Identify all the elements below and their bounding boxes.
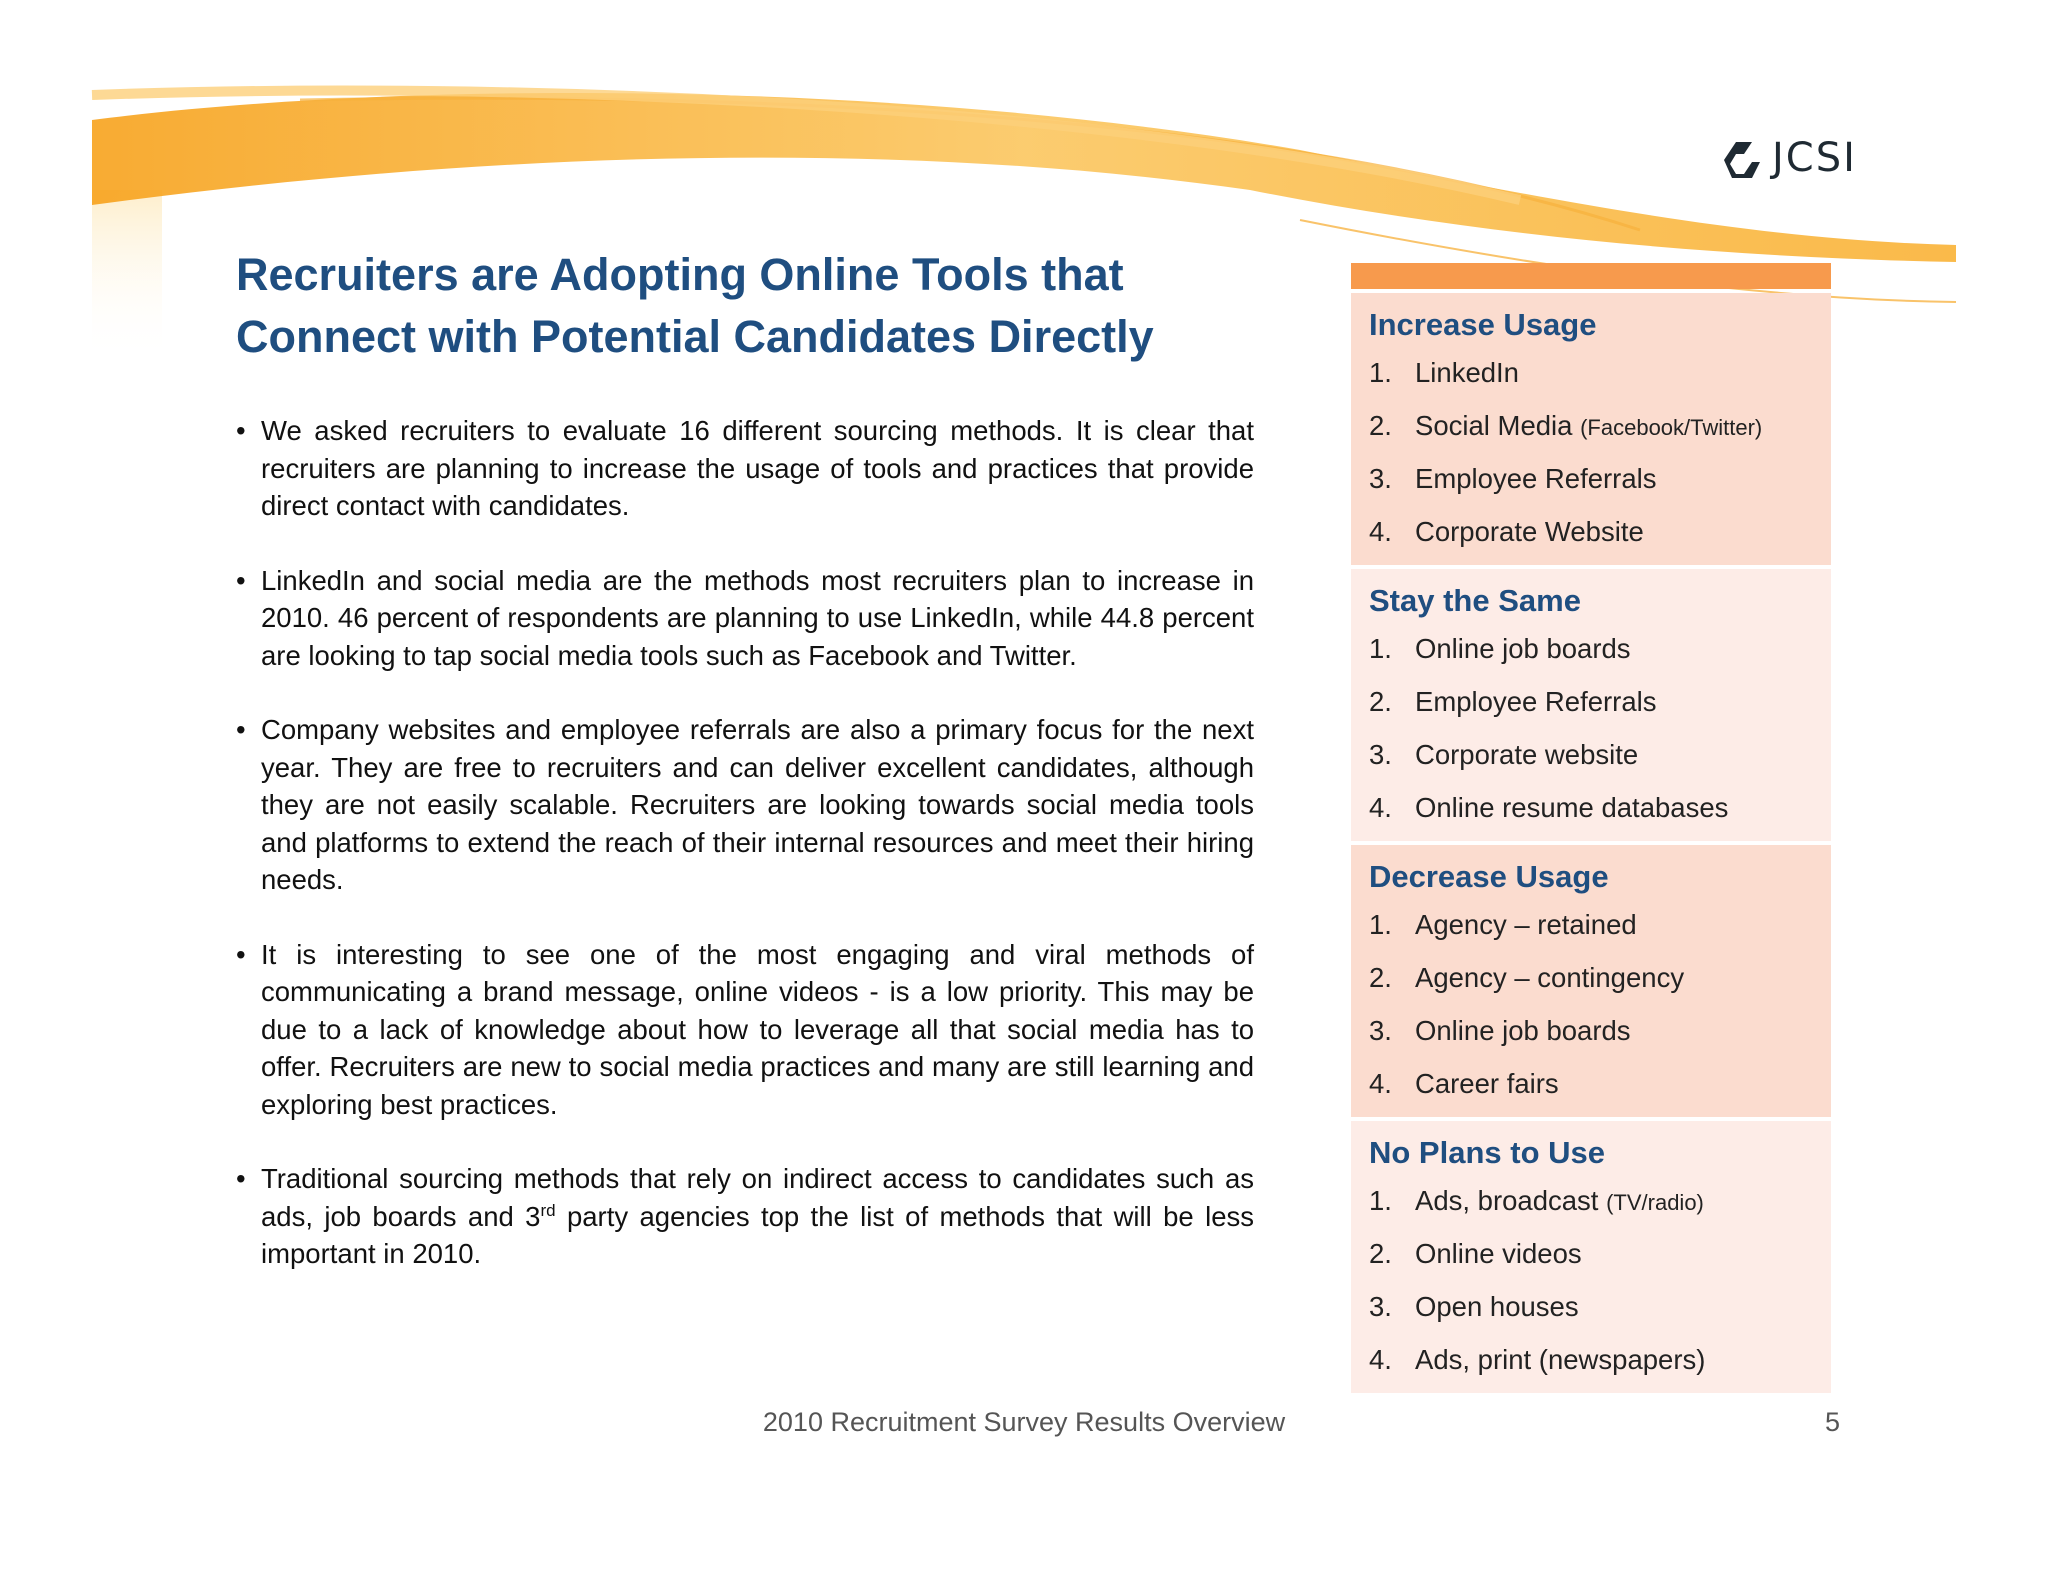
item-label — [1415, 406, 1762, 459]
section-decrease-usage — [1351, 845, 1831, 1117]
item-text: Online job boards — [1415, 633, 1631, 664]
item-text: Ads, broadcast — [1415, 1185, 1607, 1216]
list-item — [1369, 459, 1831, 512]
title-line-1: Recruiters are Adopting Online Tools that — [236, 249, 1124, 300]
list-item — [1369, 1011, 1831, 1064]
bullet-item — [236, 1160, 1254, 1273]
superscript: rd — [540, 1200, 556, 1220]
section-title: Increase Usage — [1369, 307, 1597, 342]
bullet-text: Traditional sourcing methods that rely on indirect access to candidates such as ads, job boards and 3 — [261, 1163, 1254, 1232]
item-number: 3. — [1369, 739, 1392, 770]
list-item — [1369, 958, 1831, 1011]
item-number: 3. — [1369, 463, 1392, 494]
item-text: Employee Referrals — [1415, 463, 1657, 494]
item-text: Career fairs — [1415, 1068, 1559, 1099]
item-label — [1415, 353, 1519, 406]
item-text: Online job boards — [1415, 1015, 1631, 1046]
item-number: 4. — [1369, 792, 1392, 823]
item-note: (Facebook/Twitter) — [1580, 415, 1763, 440]
usage-panel — [1351, 263, 1831, 1397]
list-item — [1369, 788, 1831, 841]
section-title: Decrease Usage — [1369, 859, 1609, 894]
item-number: 1. — [1369, 909, 1392, 940]
list-item — [1369, 629, 1831, 682]
logo-mark-icon — [1722, 140, 1766, 180]
section-title: No Plans to Use — [1369, 1135, 1605, 1170]
item-number: 1. — [1369, 357, 1392, 388]
item-label — [1415, 1181, 1704, 1234]
list-item — [1369, 406, 1831, 459]
jcsi-logo — [1722, 136, 1902, 182]
logo-text: JCSI — [1772, 135, 1857, 181]
bullet-item: • LinkedIn and social media are the methods most recruiters plan to increase in 2010. 46 percent of respondents are planning to use LinkedIn, while 44.8 percent are looking to tap social media tools such as Facebook and Twitter. — [236, 562, 1254, 675]
list-item — [1369, 1340, 1831, 1393]
item-number: 1. — [1369, 1185, 1392, 1216]
item-number: 4. — [1369, 1344, 1392, 1375]
bullet-text: party agencies top the list of methods that will be less important in 2010. — [261, 1200, 1255, 1269]
item-number: 3. — [1369, 1015, 1392, 1046]
item-text: Online videos — [1415, 1238, 1582, 1269]
list-item — [1369, 1287, 1831, 1340]
item-text: Open houses — [1415, 1291, 1579, 1322]
bullet-item: • It is interesting to see one of the most engaging and viral methods of communicating a brand message, online videos - is a low priority. This may be due to a lack of knowledge about how to leverage all that social media has to offer. Recruiters are new to social media practices and many are still learning and exploring best practices. — [236, 936, 1254, 1124]
page-title — [236, 244, 1236, 368]
item-text: Agency – retained — [1415, 909, 1637, 940]
bullet-list — [236, 412, 1254, 1310]
footer-title: 2010 Recruitment Survey Results Overview — [762, 1407, 1286, 1437]
list-item — [1369, 1181, 1831, 1234]
page-number: 5 — [1825, 1407, 1841, 1437]
title-line-2: Connect with Potential Candidates Directly — [236, 311, 1154, 362]
section-no-plans-to-use — [1351, 1121, 1831, 1393]
section-stay-the-same — [1351, 569, 1831, 841]
list-item — [1369, 905, 1831, 958]
item-text: Corporate website — [1415, 739, 1639, 770]
item-text: LinkedIn — [1415, 357, 1519, 388]
item-number: 2. — [1369, 962, 1392, 993]
list-item — [1369, 353, 1831, 406]
item-text: Agency – contingency — [1415, 962, 1685, 993]
section-increase-usage — [1351, 293, 1831, 565]
list-item — [1369, 512, 1831, 565]
item-note: (TV/radio) — [1606, 1190, 1704, 1215]
item-number: 4. — [1369, 1068, 1392, 1099]
item-label — [1415, 512, 1644, 565]
item-text: Online resume databases — [1415, 792, 1729, 823]
list-item — [1369, 682, 1831, 735]
item-text: Ads, print (newspapers) — [1415, 1344, 1706, 1375]
section-title: Stay the Same — [1369, 583, 1581, 618]
item-number: 4. — [1369, 516, 1392, 547]
item-text: Employee Referrals — [1415, 686, 1657, 717]
item-label — [1415, 459, 1656, 512]
item-number: 2. — [1369, 686, 1392, 717]
item-number: 2. — [1369, 1238, 1392, 1269]
item-text: Social Media — [1415, 410, 1581, 441]
list-item — [1369, 1234, 1831, 1287]
item-text: Corporate Website — [1415, 516, 1644, 547]
item-number: 1. — [1369, 633, 1392, 664]
panel-header-bar — [1351, 263, 1831, 289]
list-item — [1369, 735, 1831, 788]
bullet-item: • Company websites and employee referrals are also a primary focus for the next year. They are free to recruiters and can deliver excellent candidates, although they are not easily scalable. Recruiters are looking towards social media tools and platforms to extend the reach of their internal resources and meet their hiring needs. — [236, 711, 1254, 899]
bullet-item: • We asked recruiters to evaluate 16 different sourcing methods. It is clear that recruiters are planning to increase the usage of tools and practices that provide direct contact with candidates. — [236, 412, 1254, 525]
list-item — [1369, 1064, 1831, 1117]
item-number: 3. — [1369, 1291, 1392, 1322]
item-number: 2. — [1369, 410, 1392, 441]
